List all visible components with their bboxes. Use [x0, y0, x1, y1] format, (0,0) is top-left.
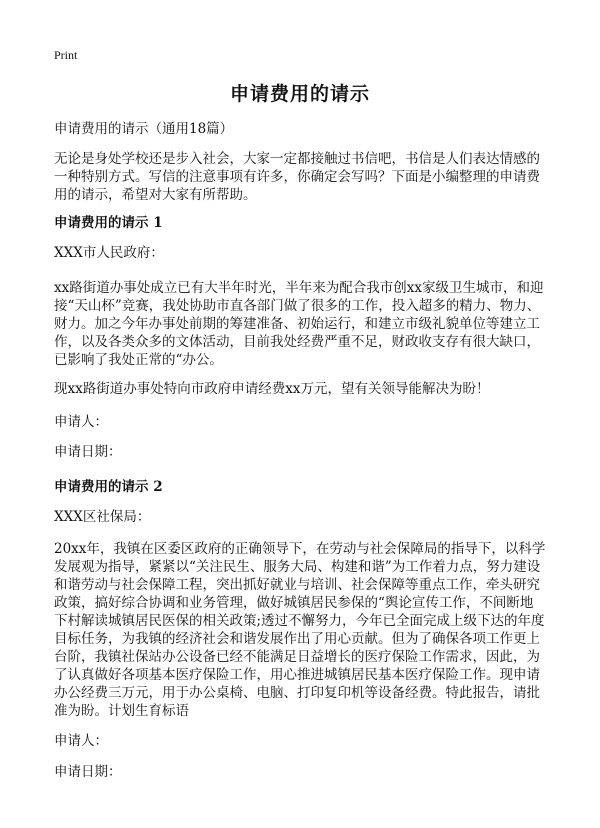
section-2-body: 20xx年，我镇在区委区政府的正确领导下，在劳动与社会保障局的指导下，以科学发展观为指导，紧紧以“关注民生、服务大局、构建和谐”为工作着力点，努力建设和谐劳动与社会保障工程，突出抓好就业与培训、社会保障等重点工作，牵头研究政策，搞好综合协调和业务管理，做好城镇居民参保的“舆论宣传工作，不间断地下村解读城镇居民医保的相关政策;透过不懈努力，今年已全面完成上级下达的年度目标任务，为我镇的经济社会和谐发展作出了用心贡献。但为了确保各项工作更上台阶，我镇社保站办公设备已经不能满足日益增长的医疗保险工作需求，因此，为了认真做好各项基本医疗保险工作，用心推进城镇居民基本医疗保险工作。现申请办公经费三万元，用于办公桌椅、电脑、打印复印机等设备经费。特此报告，请批准为盼。计划生育标语: [54, 541, 546, 719]
section-2-addressee: XXX区社保局：: [54, 509, 151, 525]
section-1-addressee: XXX市人民政府：: [54, 245, 164, 261]
document-title: 申请费用的请示: [229, 83, 370, 105]
section-1-body-2: 现xx路街道办事处特向市政府申请经费xx万元，望有关领导能解决为盼！: [54, 381, 490, 397]
section-1-date: 申请日期：: [54, 444, 122, 460]
section-2-heading: 申请费用的请示 2: [54, 479, 163, 495]
section-1-applicant: 申请人：: [54, 414, 108, 430]
print-label: Print: [54, 48, 78, 62]
section-2-applicant: 申请人：: [54, 733, 108, 749]
document-subtitle: 申请费用的请示（通用18篇）: [54, 121, 234, 137]
section-1-body-1: xx路街道办事处成立已有大半年时光，半年来为配合我市创xx家级卫生城市，和迎接“天山杯”竞赛，我处协助市直各部门做了很多的工作，投入超多的精力、物力、财力。加之今年办事处前期的筹建准备、初始运行，和建立市级礼貌单位等建立工作，以及各类众多的文体活动，目前我处经费严重不足，财政收支存有很大缺口，已影响了我处正常的“办公。: [54, 280, 544, 368]
section-2-date: 申请日期：: [54, 764, 122, 780]
intro-paragraph: 无论是身处学校还是步入社会，大家一定都接触过书信吧，书信是人们表达情感的一种特别方式。写信的注意事项有许多，你确定会写吗？下面是小编整理的申请费用的请示，希望对大家有所帮助。: [54, 151, 540, 203]
section-1-heading: 申请费用的请示 1: [54, 215, 163, 231]
